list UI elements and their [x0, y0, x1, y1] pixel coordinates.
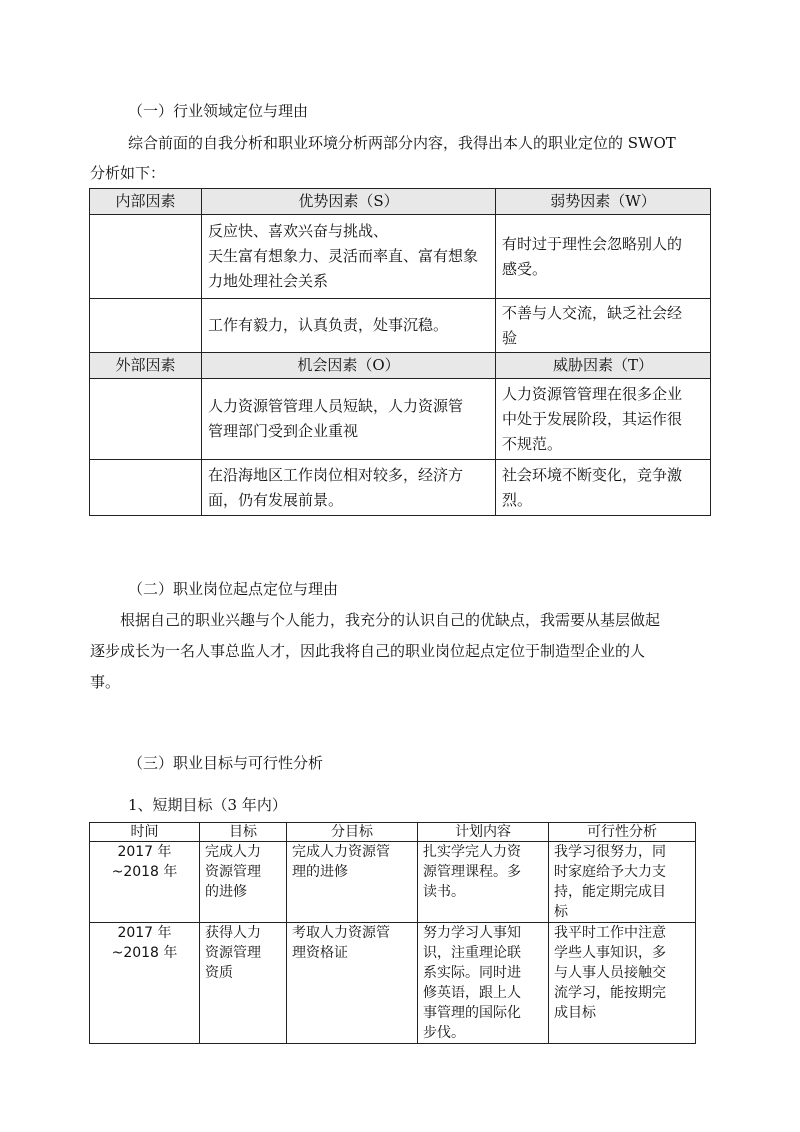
- feasibility-line: 学些人事知识，多: [554, 945, 666, 961]
- threat-line: 人力资源管管理在很多企业: [502, 384, 683, 403]
- section2-heading: （二）职业岗位起点定位与理由: [128, 580, 339, 598]
- strength-header: 优势因素（S）: [202, 189, 496, 215]
- swot-row: [90, 460, 711, 516]
- threat-line: 社会环境不断变化，竞争激: [502, 465, 683, 484]
- goal-cell: [200, 923, 287, 1044]
- time-line: ~2018 年: [111, 945, 178, 961]
- subgoal-line: 理资格证: [292, 945, 348, 961]
- weakness-line: 感受。: [502, 259, 548, 278]
- weakness-cell: [496, 299, 711, 353]
- swot-external-header-row: [90, 353, 711, 379]
- section2-line1: 根据自己的职业兴趣与个人能力，我充分的认识自己的优缺点，我需要从基层做起: [120, 611, 661, 629]
- short-term-goals-table: [89, 822, 696, 1044]
- plan-line: 步伐。: [423, 1025, 465, 1041]
- header-feasibility: 可行性分析: [549, 823, 696, 842]
- time-cell: [90, 842, 200, 923]
- feasibility-line: 标: [554, 904, 568, 920]
- goal-line: 资源管理: [205, 864, 261, 880]
- weakness-line: 不善与人交流，缺乏社会经: [502, 303, 683, 322]
- weakness-cell: [496, 215, 711, 299]
- threat-cell: [496, 460, 711, 516]
- goal-line: 资源管理: [205, 945, 261, 961]
- plan-cell: [418, 923, 549, 1044]
- empty-cell: [90, 379, 202, 460]
- threat-line: 烈。: [502, 490, 533, 509]
- weakness-line: 有时过于理性会忽略别人的: [502, 234, 683, 253]
- feasibility-line: 持，能定期完成目: [554, 884, 666, 900]
- subgoal-cell: [287, 842, 418, 923]
- subgoal-cell: [287, 923, 418, 1044]
- opportunity-line: 面，仍有发展前景。: [208, 490, 344, 509]
- section2-line3: 事。: [90, 673, 121, 691]
- opportunity-line: 管理部门受到企业重视: [208, 422, 359, 440]
- subgoal-line: 理的进修: [292, 864, 348, 880]
- feasibility-line: 与人事人员接触交: [554, 965, 666, 981]
- feasibility-line: 我平时工作中注意: [554, 925, 666, 941]
- threat-header: 威胁因素（T）: [496, 353, 711, 379]
- empty-cell: [90, 215, 202, 299]
- feasibility-line: 时家庭给予大力支: [554, 864, 666, 880]
- empty-cell: [90, 299, 202, 353]
- table-row: [90, 923, 696, 1044]
- plan-line: 事管理的国际化: [423, 1005, 521, 1021]
- plan-line: 读书。: [423, 884, 465, 900]
- internal-factors-label: 内部因素: [90, 189, 202, 215]
- swot-row: [90, 215, 711, 299]
- goals-header-row: [90, 823, 696, 842]
- header-time: 时间: [90, 823, 200, 842]
- strength-cell: [202, 215, 496, 299]
- goal-line: 获得人力: [205, 925, 261, 941]
- empty-cell: [90, 460, 202, 516]
- weakness-header: 弱势因素（W）: [496, 189, 711, 215]
- time-line: ~2018 年: [111, 864, 178, 880]
- goal-line: 资质: [205, 965, 233, 981]
- weakness-line: 验: [502, 328, 518, 347]
- strength-line: 工作有毅力，认真负责，处事沉稳。: [208, 316, 449, 334]
- opportunity-line: 人力资源管管理人员短缺，人力资源管: [208, 397, 464, 415]
- plan-line: 系实际。同时进: [423, 965, 521, 981]
- section1-intro-line1: 综合前面的自我分析和职业环境分析两部分内容，我得出本人的职业定位的 SWOT: [128, 134, 676, 152]
- opportunity-header: 机会因素（O）: [202, 353, 496, 379]
- strength-line: 反应快、喜欢兴奋与挑战、: [208, 222, 389, 240]
- strength-line: 天生富有想象力、灵活而率直、富有想象: [208, 247, 479, 265]
- feasibility-line: 流学习，能按期完: [554, 985, 666, 1001]
- plan-line: 努力学习人事知: [423, 925, 521, 941]
- opportunity-line: 在沿海地区工作岗位相对较多，经济方: [208, 465, 464, 484]
- swot-row: [90, 379, 711, 460]
- feasibility-line: 成目标: [554, 1005, 596, 1021]
- feasibility-line: 我学习很努力，同: [554, 844, 666, 860]
- external-factors-label: 外部因素: [90, 353, 202, 379]
- swot-row: [90, 299, 711, 353]
- section2-line2: 逐步成长为一名人事总监人才，因此我将自己的职业岗位起点定位于制造型企业的人: [90, 642, 646, 660]
- time-cell: [90, 923, 200, 1044]
- feasibility-cell: [549, 842, 696, 923]
- goal-line: 完成人力: [205, 844, 261, 860]
- short-term-goal-subheading: 1、短期目标（3 年内）: [128, 796, 287, 814]
- time-line: 2017 年: [117, 925, 172, 941]
- table-row: [90, 842, 696, 923]
- plan-line: 修英语，跟上人: [423, 985, 521, 1001]
- opportunity-cell: [202, 379, 496, 460]
- plan-line: 源管理课程。多: [423, 864, 521, 880]
- header-goal: 目标: [200, 823, 287, 842]
- threat-cell: [496, 379, 711, 460]
- goal-cell: [200, 842, 287, 923]
- swot-internal-header-row: [90, 189, 711, 215]
- time-line: 2017 年: [117, 844, 172, 860]
- goal-line: 的进修: [205, 884, 247, 900]
- header-plan: 计划内容: [418, 823, 549, 842]
- plan-line: 识，注重理论联: [423, 945, 521, 961]
- subgoal-line: 考取人力资源管: [292, 925, 390, 941]
- plan-cell: [418, 842, 549, 923]
- section1-heading: （一）行业领域定位与理由: [128, 102, 309, 120]
- section3-heading: （三）职业目标与可行性分析: [128, 754, 324, 772]
- section1-intro-line2: 分析如下：: [90, 164, 166, 182]
- threat-line: 中处于发展阶段，其运作很: [502, 409, 683, 428]
- swot-table: [89, 188, 711, 516]
- subgoal-line: 完成人力资源管: [292, 844, 390, 860]
- feasibility-cell: [549, 923, 696, 1044]
- threat-line: 不规范。: [502, 434, 563, 453]
- plan-line: 扎实学完人力资: [423, 844, 521, 860]
- strength-line: 力地处理社会关系: [208, 272, 329, 290]
- header-subgoal: 分目标: [287, 823, 418, 842]
- strength-cell: [202, 299, 496, 353]
- opportunity-cell: [202, 460, 496, 516]
